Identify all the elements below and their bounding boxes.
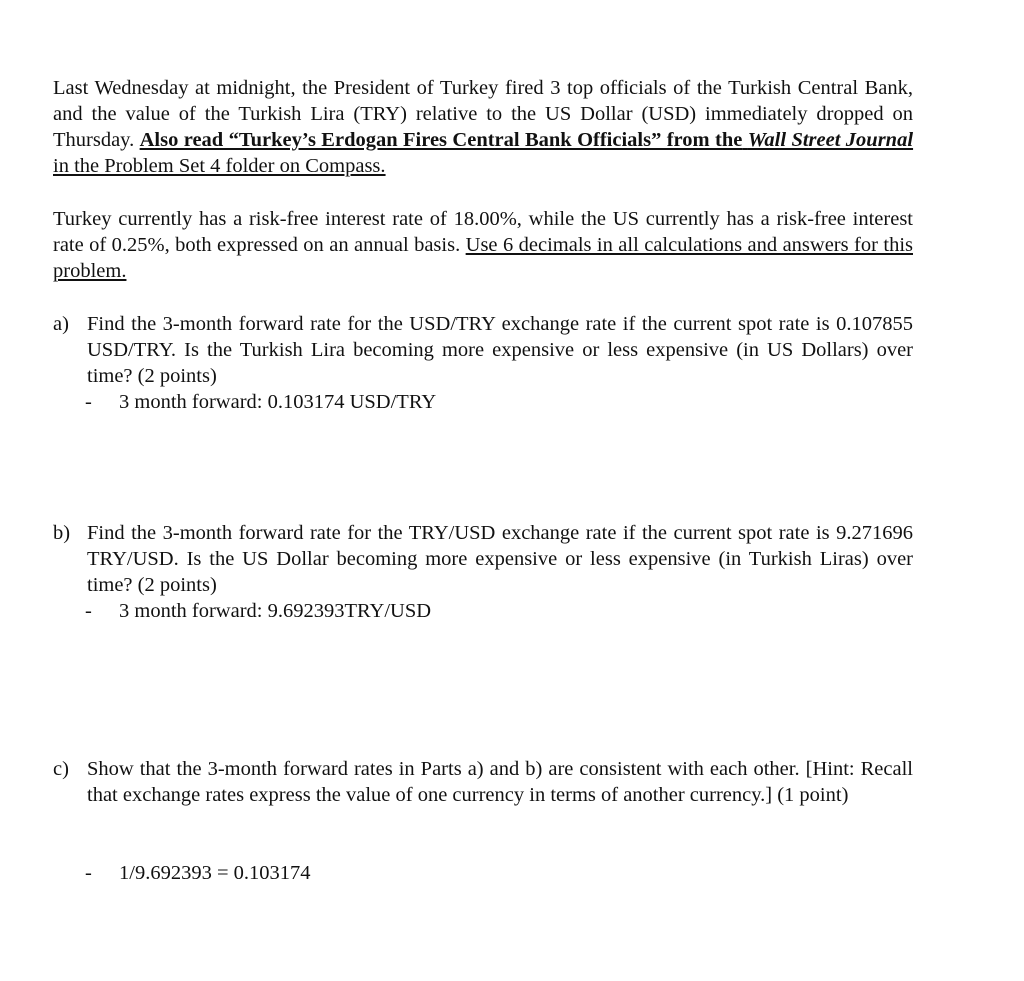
question-text: Find the 3-month forward rate for the TRY/USD exchange rate if the current spot rate is 9.271696 TRY/USD. Is the US Dollar becoming more expensive or less expensive (in Turkish Liras) over time? (2 points): [87, 522, 913, 596]
intro-paragraph: [53, 75, 913, 179]
bullet-dash: -: [85, 600, 92, 622]
bullet-dash: -: [85, 862, 92, 884]
question-label: c): [53, 758, 69, 780]
also-read-note: [53, 129, 913, 177]
source-name: Wall Street Journal: [747, 129, 914, 151]
decimals-instruction: Use 6 decimals in all calculations and answers for this problem.: [53, 234, 913, 282]
bullet-dash: -: [85, 391, 92, 413]
rates-paragraph: [53, 206, 913, 284]
answer-text: 3 month forward: 0.103174 USD/TRY: [119, 391, 437, 413]
question-text: Find the 3-month forward rate for the USD/TRY exchange rate if the current spot rate is 0.107855 USD/TRY. Is the Turkish Lira becoming more expensive or less expensive (in US Dollars) over time? (2 points): [87, 313, 913, 387]
also-read-text: Also read “Turkey’s Erdogan Fires Central Bank Officials” from the: [139, 129, 743, 151]
source-location: in the Problem Set 4 folder on Compass.: [53, 155, 386, 177]
rates-text: Turkey currently has a risk-free interest rate of 18.00%, while the US currently has a risk-free interest rate of 0.25%, both expressed on an annual basis.: [53, 208, 913, 256]
answer-text: 1/9.692393 = 0.103174: [119, 862, 311, 884]
answer-text: 3 month forward: 9.692393TRY/USD: [119, 600, 432, 622]
question-label: a): [53, 313, 69, 335]
intro-sentence: Last Wednesday at midnight, the President of Turkey fired 3 top officials of the Turkish Central Bank, and the value of the Turkish Lira (TRY) relative to the US Dollar (USD) immediately dropped on Thursday.: [53, 77, 913, 151]
question-label: b): [53, 522, 71, 544]
question-text: Show that the 3-month forward rates in Parts a) and b) are consistent with each other. [Hint: Recall that exchange rates express the value of one currency in terms of another currency.] (1 point): [87, 758, 913, 806]
